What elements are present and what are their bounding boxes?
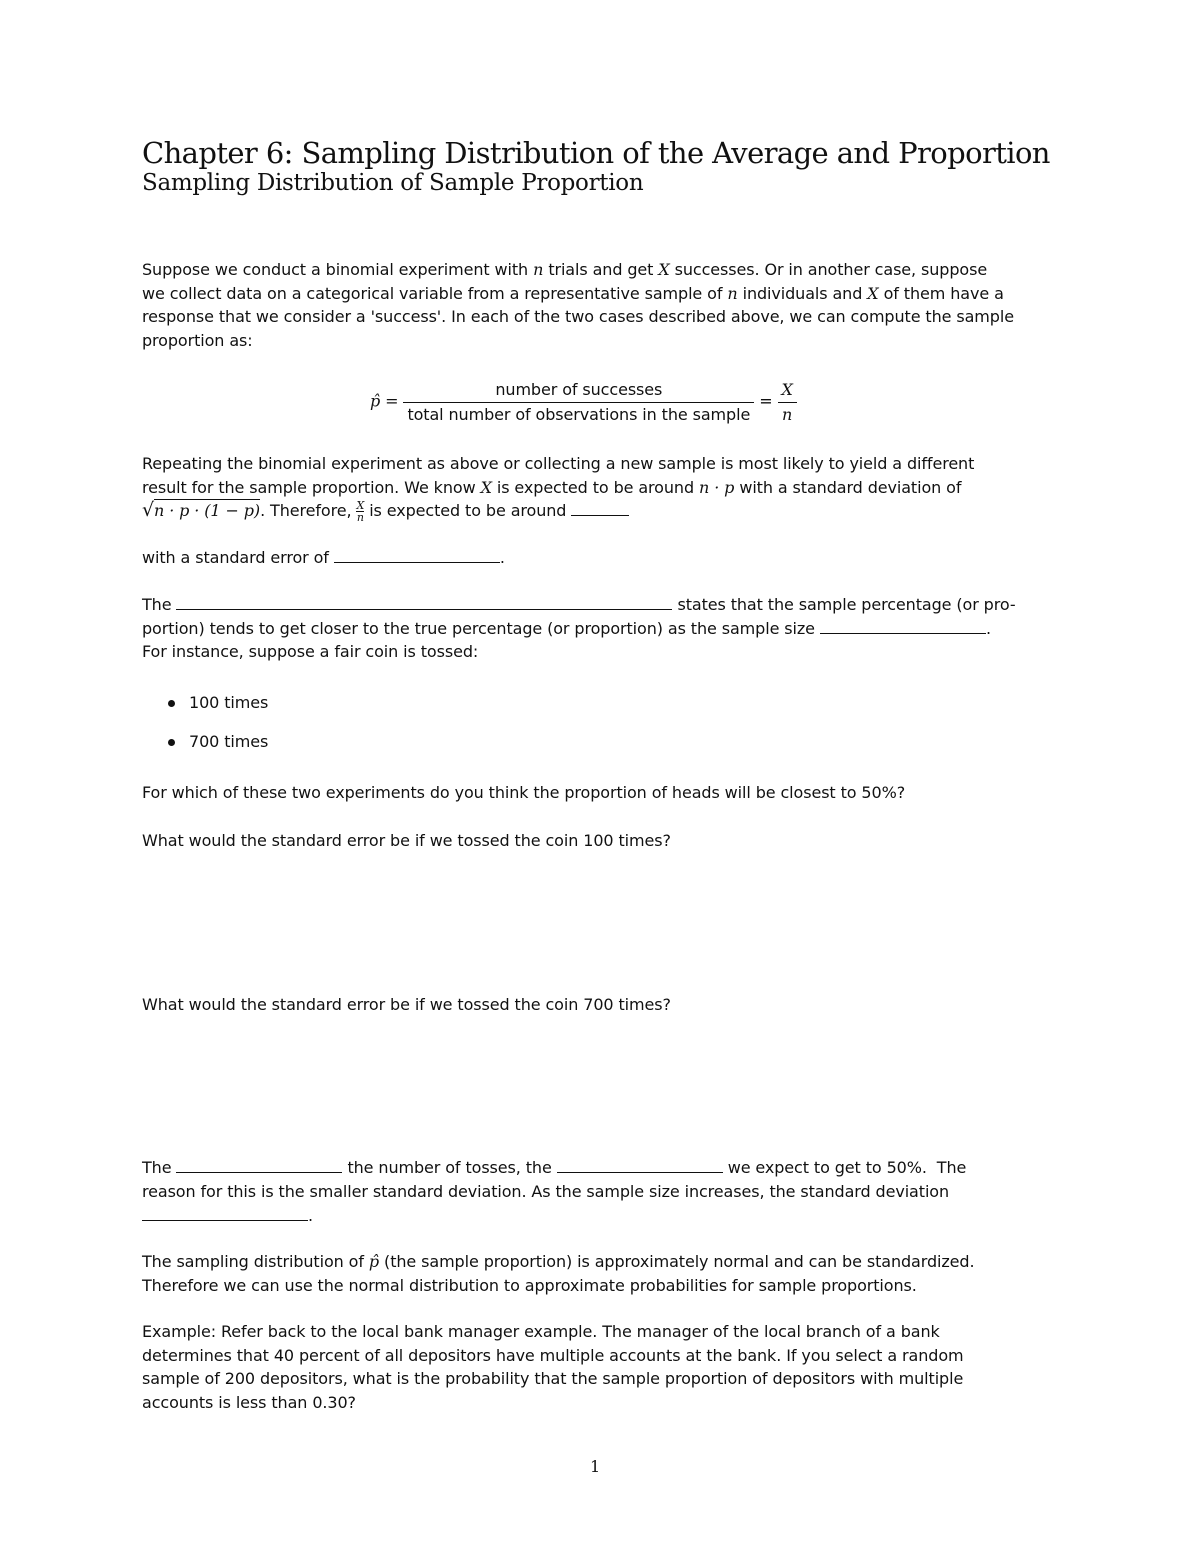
- example-line-1: Example: Refer back to the local bank manager example. The manager of the local branch of a bank: [142, 1322, 940, 1341]
- page-subtitle: Sampling Distribution of Sample Proportion: [142, 170, 644, 196]
- list-item: 100 times: [168, 691, 268, 715]
- page-title: Chapter 6: Sampling Distribution of the Average and Proportion: [142, 136, 1050, 170]
- lln-line-1: The states that the sample percentage (or pro-: [142, 595, 1016, 614]
- repeat-line-2: result for the sample proportion. We know X is expected to be around n · p with a standard deviation of: [142, 478, 962, 497]
- formula-denominator: total number of observations in the sample: [407, 404, 751, 424]
- formula-equals: =: [759, 391, 773, 411]
- sqrt-expression: n · p · (1 − p): [154, 501, 261, 520]
- conclusion-line-1: The the number of tosses, the we expect to get to 50%. The: [142, 1158, 967, 1177]
- intro-line-3: response that we consider a 'success'. In each of the two cases described above, we can compute the sample: [142, 307, 1014, 326]
- repeat-line-1: Repeating the binomial experiment as above or collecting a new sample is most likely to yield a different: [142, 454, 975, 473]
- formula-fraction-1: [403, 378, 754, 426]
- tosses-blank[interactable]: [176, 1158, 342, 1173]
- question-closest: For which of these two experiments do you think the proportion of heads will be closest to 50%?: [142, 783, 906, 802]
- question-se-700: What would the standard error be if we tossed the coin 700 times?: [142, 995, 671, 1014]
- formula-numerator-2: X: [778, 378, 797, 403]
- conclusion-line-2: reason for this is the smaller standard deviation. As the sample size increases, the standard deviation: [142, 1182, 950, 1201]
- std-deviation-blank[interactable]: [142, 1206, 308, 1221]
- expected-value-blank[interactable]: [571, 501, 629, 516]
- page-number: 1: [590, 1457, 601, 1476]
- bullet-icon: [168, 739, 175, 746]
- intro-line-4: proportion as:: [142, 331, 253, 350]
- formula-fraction-2: [778, 378, 797, 426]
- formula-lhs: p̂ =: [370, 391, 399, 411]
- example-line-2: determines that 40 percent of all depositors have multiple accounts at the bank. If you select a random: [142, 1346, 964, 1365]
- sampling-dist-line-1: The sampling distribution of p̂ (the sample proportion) is approximately normal and can be standardized.: [142, 1252, 975, 1271]
- list-item: 700 times: [168, 730, 268, 754]
- lln-line-3: For instance, suppose a fair coin is tossed:: [142, 642, 479, 661]
- example-line-3: sample of 200 depositors, what is the probability that the sample proportion of depositors with multiple: [142, 1369, 964, 1388]
- question-se-100: What would the standard error be if we tossed the coin 100 times?: [142, 831, 671, 850]
- example-line-4: accounts is less than 0.30?: [142, 1393, 356, 1412]
- sample-size-blank[interactable]: [820, 619, 986, 634]
- formula-denominator-2: n: [782, 404, 793, 424]
- standard-error-line: with a standard error of .: [142, 548, 505, 567]
- sample-proportion-formula: [370, 378, 797, 426]
- standard-error-blank[interactable]: [334, 548, 500, 563]
- sampling-dist-line-2: Therefore we can use the normal distribution to approximate probabilities for sample proportions.: [142, 1276, 917, 1295]
- closer-blank[interactable]: [557, 1158, 723, 1173]
- x-over-n-fraction: $\frac{X}{n}$: [356, 499, 365, 524]
- bullet-icon: [168, 700, 175, 707]
- lln-line-2: portion) tends to get closer to the true percentage (or proportion) as the sample size .: [142, 619, 991, 638]
- intro-line-2: we collect data on a categorical variable from a representative sample of n individuals and X of them have a: [142, 284, 1004, 303]
- law-name-blank[interactable]: [176, 595, 672, 610]
- formula-numerator: number of successes: [403, 378, 754, 403]
- repeat-line-3: √n · p · (1 − p). Therefore, $\frac{X}{n}$ is expected to be around: [142, 499, 629, 523]
- intro-line-1: Suppose we conduct a binomial experiment with n trials and get X successes. Or in another case, suppose: [142, 260, 988, 279]
- conclusion-line-3: .: [142, 1204, 313, 1228]
